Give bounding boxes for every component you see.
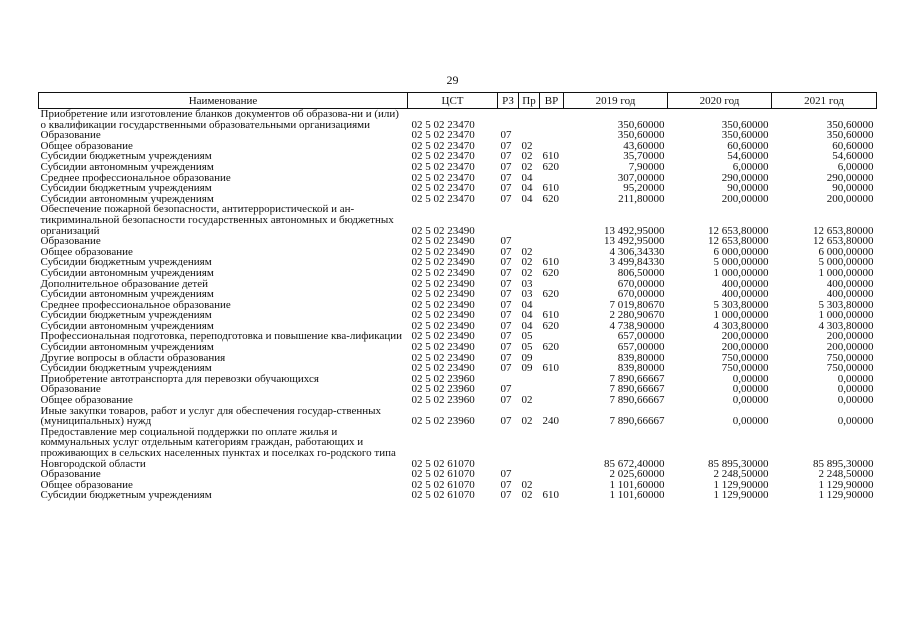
cell-2021: 1 000,00000 [818,267,874,279]
header-pr: Пр [519,93,540,109]
cell-vr [540,236,564,247]
cell-2019: 35,70000 [623,151,665,162]
cell-2019: 657,00000 [617,342,665,353]
cell-2020: 0,00000 [732,395,769,406]
cell-pr: 04 [521,320,533,332]
cell-cst: 02 5 02 23960 [411,373,475,385]
table-row [39,321,877,332]
cell-cst: 02 5 02 23470 [411,118,475,131]
cell-vr: 610 [542,151,559,162]
cell-2021: 12 653,80000 [813,236,874,247]
cell-rz: 07 [500,320,512,332]
cell-2021: 750,00000 [826,363,874,374]
cell-2020: 1 000,00000 [713,267,769,279]
cell-name: Образование [40,130,101,141]
table-row [39,279,877,290]
cell-vr: 620 [542,342,559,353]
cell-rz: 07 [500,331,512,343]
cell-2021: 0,00000 [837,373,874,385]
cell-pr: 03 [521,289,533,300]
cell-vr: 610 [542,183,559,194]
cell-2019: 350,60000 [617,130,665,141]
cell-2019: 95,20000 [623,183,665,194]
cell-2019: 13 492,95000 [604,236,665,247]
cell-cst: 02 5 02 23490 [411,363,475,374]
table-row [39,289,877,300]
cell-2021: 90,00000 [832,183,874,194]
cell-pr: 02 [521,479,533,491]
page-number: 29 [446,73,459,87]
cell-pr: 04 [521,172,533,184]
cell-2020: 2 248,50000 [713,469,769,480]
cell-name: Субсидии бюджетным учреждениям [40,490,212,501]
cell-2021: 60,60000 [832,140,874,152]
cell-2021: 200,00000 [826,331,874,343]
cell-vr [540,427,564,469]
table-row [39,204,877,236]
cell-name: Приобретение автотранспорта для перевозки обучающихся [40,373,319,385]
cell-cst: 02 5 02 23490 [411,320,475,332]
cell-cst: 02 5 02 23490 [411,267,475,279]
cell-2020: 400,00000 [721,278,769,290]
cell-2020: 290,00000 [721,172,769,184]
table-row [39,109,877,131]
cell-vr [540,141,564,152]
cell-rz: 07 [500,267,512,279]
cell-rz: 07 [500,352,512,364]
cell-2019: 7 890,66667 [609,395,665,406]
cell-pr [519,204,540,236]
cell-2020: 60,60000 [727,140,769,152]
table-row [39,406,877,427]
cell-rz [498,109,519,131]
cell-2021: 6,00000 [837,161,874,173]
cell-2020: 90,00000 [727,183,769,194]
cell-name: Субсидии автономным учреждениям [40,289,214,300]
table-row [39,257,877,268]
cell-rz: 07 [500,395,512,406]
cell-rz: 07 [500,236,512,247]
cell-2019: 839,80000 [617,352,665,364]
cell-2019: 7 019,80670 [609,299,665,311]
header-cst: ЦСТ [408,93,498,109]
table-row [39,310,877,321]
cell-pr: 02 [521,140,533,152]
cell-2020: 750,00000 [721,363,769,374]
cell-cst: 02 5 02 23470 [411,130,475,141]
cell-2019: 7,90000 [628,161,665,173]
cell-2019: 670,00000 [617,278,665,290]
cell-vr [540,384,564,395]
cell-2019: 7 890,66667 [609,415,665,427]
cell-vr [540,480,564,491]
table-row [39,151,877,162]
cell-cst: 02 5 02 23490 [411,331,475,343]
cell-rz: 07 [500,151,512,162]
cell-2021: 12 653,80000 [813,224,874,237]
cell-rz: 07 [500,479,512,491]
cell-2019: 657,00000 [617,331,665,343]
cell-2019: 43,60000 [623,140,665,152]
cell-vr: 610 [542,490,559,501]
cell-cst: 02 5 02 61070 [411,457,475,470]
cell-2021: 290,00000 [826,172,874,184]
cell-2021: 1 129,90000 [818,490,874,501]
cell-cst: 02 5 02 23490 [411,310,475,321]
cell-2019: 1 101,60000 [609,490,665,501]
cell-pr: 02 [521,395,533,406]
cell-name: Субсидии бюджетным учреждениям [40,363,212,374]
cell-vr [540,353,564,364]
cell-2019: 839,80000 [617,363,665,374]
cell-rz: 07 [500,193,512,205]
cell-name: Обеспечение пожарной безопасности, антитеррористической и ан-тикриминальной безопасности государственных автономных и бюджетных организаций [40,204,394,237]
cell-rz: 07 [500,384,512,396]
cell-cst: 02 5 02 23470 [411,151,475,162]
cell-cst: 02 5 02 23470 [411,161,475,173]
cell-name: Субсидии бюджетным учреждениям [40,310,212,321]
cell-2020: 54,60000 [727,151,769,162]
table-row [39,469,877,480]
cell-rz: 07 [500,289,512,300]
cell-pr: 04 [521,193,533,205]
cell-2020: 5 303,80000 [713,299,769,311]
cell-cst: 02 5 02 23470 [411,193,475,205]
cell-2021: 200,00000 [826,193,874,205]
table-row [39,490,877,501]
cell-vr: 610 [542,310,559,321]
cell-vr [540,204,564,236]
cell-2020: 200,00000 [721,342,769,353]
table-row [39,194,877,205]
cell-2021: 4 303,80000 [818,320,874,332]
cell-2020: 1 129,90000 [713,490,769,501]
cell-2019: 3 499,84330 [609,257,665,268]
cell-2019: 4 738,90000 [609,320,665,332]
cell-2020: 0,00000 [732,384,769,396]
cell-2021: 5 000,00000 [818,257,874,268]
table-body [39,109,877,501]
table-row [39,141,877,152]
cell-vr [540,469,564,480]
table-row [39,268,877,279]
cell-cst: 02 5 02 23490 [411,257,475,268]
table-row [39,480,877,491]
cell-rz [498,374,519,385]
table-row [39,427,877,469]
cell-cst: 02 5 02 23470 [411,172,475,184]
table-row [39,342,877,353]
cell-vr [540,109,564,131]
cell-name: Приобретение или изготовление бланков документов об образова-ни и (или) о квалификации государственными образовательными организациями [40,108,399,131]
cell-2019: 4 306,34330 [609,246,665,258]
table-row [39,247,877,258]
cell-2021: 2 248,50000 [818,469,874,480]
cell-vr [540,130,564,141]
cell-vr [540,331,564,342]
cell-2020: 200,00000 [721,331,769,343]
cell-rz [498,427,519,469]
cell-rz: 07 [500,183,512,194]
cell-2021: 400,00000 [826,289,874,300]
cell-pr: 04 [521,310,533,321]
cell-vr [540,247,564,258]
cell-pr: 09 [521,363,533,374]
cell-cst: 02 5 02 61070 [411,490,475,501]
cell-rz [498,204,519,236]
cell-2021: 0,00000 [837,395,874,406]
cell-2020: 1 000,00000 [713,310,769,321]
cell-name: Субсидии автономным учреждениям [40,193,214,205]
cell-rz: 07 [500,172,512,184]
cell-2021: 0,00000 [837,415,874,427]
cell-rz: 07 [500,299,512,311]
cell-rz: 07 [500,161,512,173]
cell-2021: 350,60000 [826,130,874,141]
cell-2019: 350,60000 [617,118,665,131]
cell-2020: 4 303,80000 [713,320,769,332]
cell-2021: 54,60000 [832,151,874,162]
cell-name: Субсидии бюджетным учреждениям [40,183,212,194]
cell-pr: 09 [521,352,533,364]
cell-2021: 1 000,00000 [818,310,874,321]
cell-name: Иные закупки товаров, работ и услуг для обеспечения государ-ственных (муниципальных) нужд [40,405,382,427]
table-row [39,300,877,311]
table-row [39,363,877,374]
cell-pr: 04 [521,299,533,311]
cell-rz: 07 [500,490,512,501]
cell-2019: 7 890,66667 [609,373,665,385]
cell-cst: 02 5 02 23490 [411,246,475,258]
cell-2019: 13 492,95000 [604,224,665,237]
cell-name: Предоставление мер социальной поддержки по оплате жилья и коммунальных услуг отдельным категориям граждан, работающих и проживающих в сельских населенных пунктах и поселках го-родского типа Новгородской области [40,426,396,470]
cell-pr: 02 [521,161,533,173]
cell-pr: 04 [521,183,533,194]
cell-2019: 307,00000 [617,172,665,184]
cell-name: Общее образование [40,479,133,491]
cell-pr: 02 [521,490,533,501]
table-header [39,93,877,109]
cell-rz: 07 [500,130,512,141]
cell-cst: 02 5 02 23470 [411,140,475,152]
cell-cst: 02 5 02 23960 [411,415,475,427]
cell-cst: 02 5 02 61070 [411,469,475,480]
cell-pr: 05 [521,342,533,353]
cell-name: Дополнительное образование детей [40,278,209,290]
cell-rz: 07 [500,363,512,374]
cell-pr [519,384,540,395]
cell-name: Общее образование [40,395,133,406]
table-row [39,130,877,141]
cell-2020: 0,00000 [732,415,769,427]
cell-name: Другие вопросы в области образования [40,352,226,364]
cell-2020: 200,00000 [721,193,769,205]
cell-2019: 85 672,40000 [604,457,665,470]
cell-name: Образование [40,469,101,480]
table-row [39,374,877,385]
budget-table [38,92,877,501]
cell-pr: 05 [521,331,533,343]
cell-pr: 02 [521,267,533,279]
cell-cst: 02 5 02 23490 [411,278,475,290]
table-row [39,395,877,406]
table-header-row [39,93,877,109]
cell-pr [519,130,540,141]
cell-rz: 07 [500,140,512,152]
cell-2021: 200,00000 [826,342,874,353]
cell-vr: 620 [542,193,559,205]
cell-cst: 02 5 02 23960 [411,395,475,406]
cell-2020: 350,60000 [721,118,769,131]
cell-name: Общее образование [40,140,133,152]
cell-2021: 1 129,90000 [818,479,874,491]
cell-2021: 5 303,80000 [818,299,874,311]
cell-pr: 02 [521,246,533,258]
cell-rz: 07 [500,310,512,321]
cell-vr: 620 [542,320,559,332]
cell-rz: 07 [500,415,512,427]
header-2021: 2021 год [772,93,877,109]
cell-2020: 12 653,80000 [708,236,769,247]
cell-pr [519,427,540,469]
cell-vr [540,300,564,311]
cell-cst: 02 5 02 23490 [411,352,475,364]
cell-pr [519,109,540,131]
cell-2021: 85 895,30000 [813,457,874,470]
cell-2020: 350,60000 [721,130,769,141]
cell-pr [519,374,540,385]
cell-vr [540,279,564,290]
cell-vr: 620 [542,289,559,300]
cell-cst: 02 5 02 23490 [411,299,475,311]
cell-2020: 6 000,00000 [713,246,769,258]
header-rz: РЗ [498,93,519,109]
table-row [39,384,877,395]
cell-name: Общее образование [40,246,133,258]
cell-2020: 85 895,30000 [708,457,769,470]
cell-name: Профессиональная подготовка, переподготовка и повышение ква-лификации [40,331,402,343]
cell-2021: 750,00000 [826,352,874,364]
table-row [39,236,877,247]
cell-pr: 03 [521,278,533,290]
cell-vr [540,173,564,184]
cell-2019: 2 280,90670 [609,310,665,321]
cell-cst: 02 5 02 61070 [411,479,475,491]
cell-2020: 12 653,80000 [708,224,769,237]
cell-vr: 610 [542,257,559,268]
cell-2020: 0,00000 [732,373,769,385]
cell-cst: 02 5 02 23490 [411,342,475,353]
cell-name: Субсидии бюджетным учреждениям [40,151,212,162]
cell-name: Субсидии автономным учреждениям [40,342,214,353]
cell-vr: 620 [542,161,559,173]
cell-2021: 400,00000 [826,278,874,290]
cell-pr [519,469,540,480]
cell-2020: 750,00000 [721,352,769,364]
cell-2019: 2 025,60000 [609,469,665,480]
cell-2020: 1 129,90000 [713,479,769,491]
cell-pr: 02 [521,257,533,268]
table-row [39,173,877,184]
cell-name: Субсидии автономным учреждениям [40,267,214,279]
cell-rz: 07 [500,257,512,268]
table-row [39,353,877,364]
cell-2019: 670,00000 [617,289,665,300]
cell-name: Среднее профессиональное образование [40,172,231,184]
cell-name: Субсидии автономным учреждениям [40,161,214,173]
cell-vr: 620 [542,267,559,279]
cell-2021: 0,00000 [837,384,874,396]
cell-cst: 02 5 02 23490 [411,289,475,300]
header-2019: 2019 год [564,93,668,109]
cell-vr: 610 [542,363,559,374]
header-name: Наименование [39,93,408,109]
cell-2020: 6,00000 [732,161,769,173]
cell-2019: 211,80000 [618,193,665,205]
cell-pr: 02 [521,151,533,162]
cell-rz: 07 [500,278,512,290]
cell-name: Образование [40,236,101,247]
cell-cst: 02 5 02 23490 [411,224,475,237]
cell-2020: 400,00000 [721,289,769,300]
cell-rz: 07 [500,342,512,353]
header-2020: 2020 год [668,93,772,109]
cell-2021: 6 000,00000 [818,246,874,258]
cell-2020: 5 000,00000 [713,257,769,268]
cell-name: Субсидии автономным учреждениям [40,320,214,332]
cell-vr [540,374,564,385]
table-row [39,183,877,194]
cell-vr [540,395,564,406]
cell-name: Среднее профессиональное образование [40,299,231,311]
cell-rz: 07 [500,469,512,480]
cell-cst: 02 5 02 23490 [411,236,475,247]
cell-rz: 07 [500,246,512,258]
table-row [39,331,877,342]
cell-pr [519,236,540,247]
cell-name: Субсидии бюджетным учреждениям [40,257,212,268]
cell-name: Образование [40,384,101,396]
table-row [39,162,877,173]
cell-pr: 02 [521,415,533,427]
header-vr: ВР [540,93,564,109]
cell-cst: 02 5 02 23960 [411,384,475,396]
cell-2019: 806,50000 [617,267,665,279]
cell-2019: 1 101,60000 [609,479,665,491]
cell-cst: 02 5 02 23470 [411,183,475,194]
cell-2021: 350,60000 [826,118,874,131]
cell-2019: 7 890,66667 [609,384,665,396]
cell-vr: 240 [542,415,559,427]
